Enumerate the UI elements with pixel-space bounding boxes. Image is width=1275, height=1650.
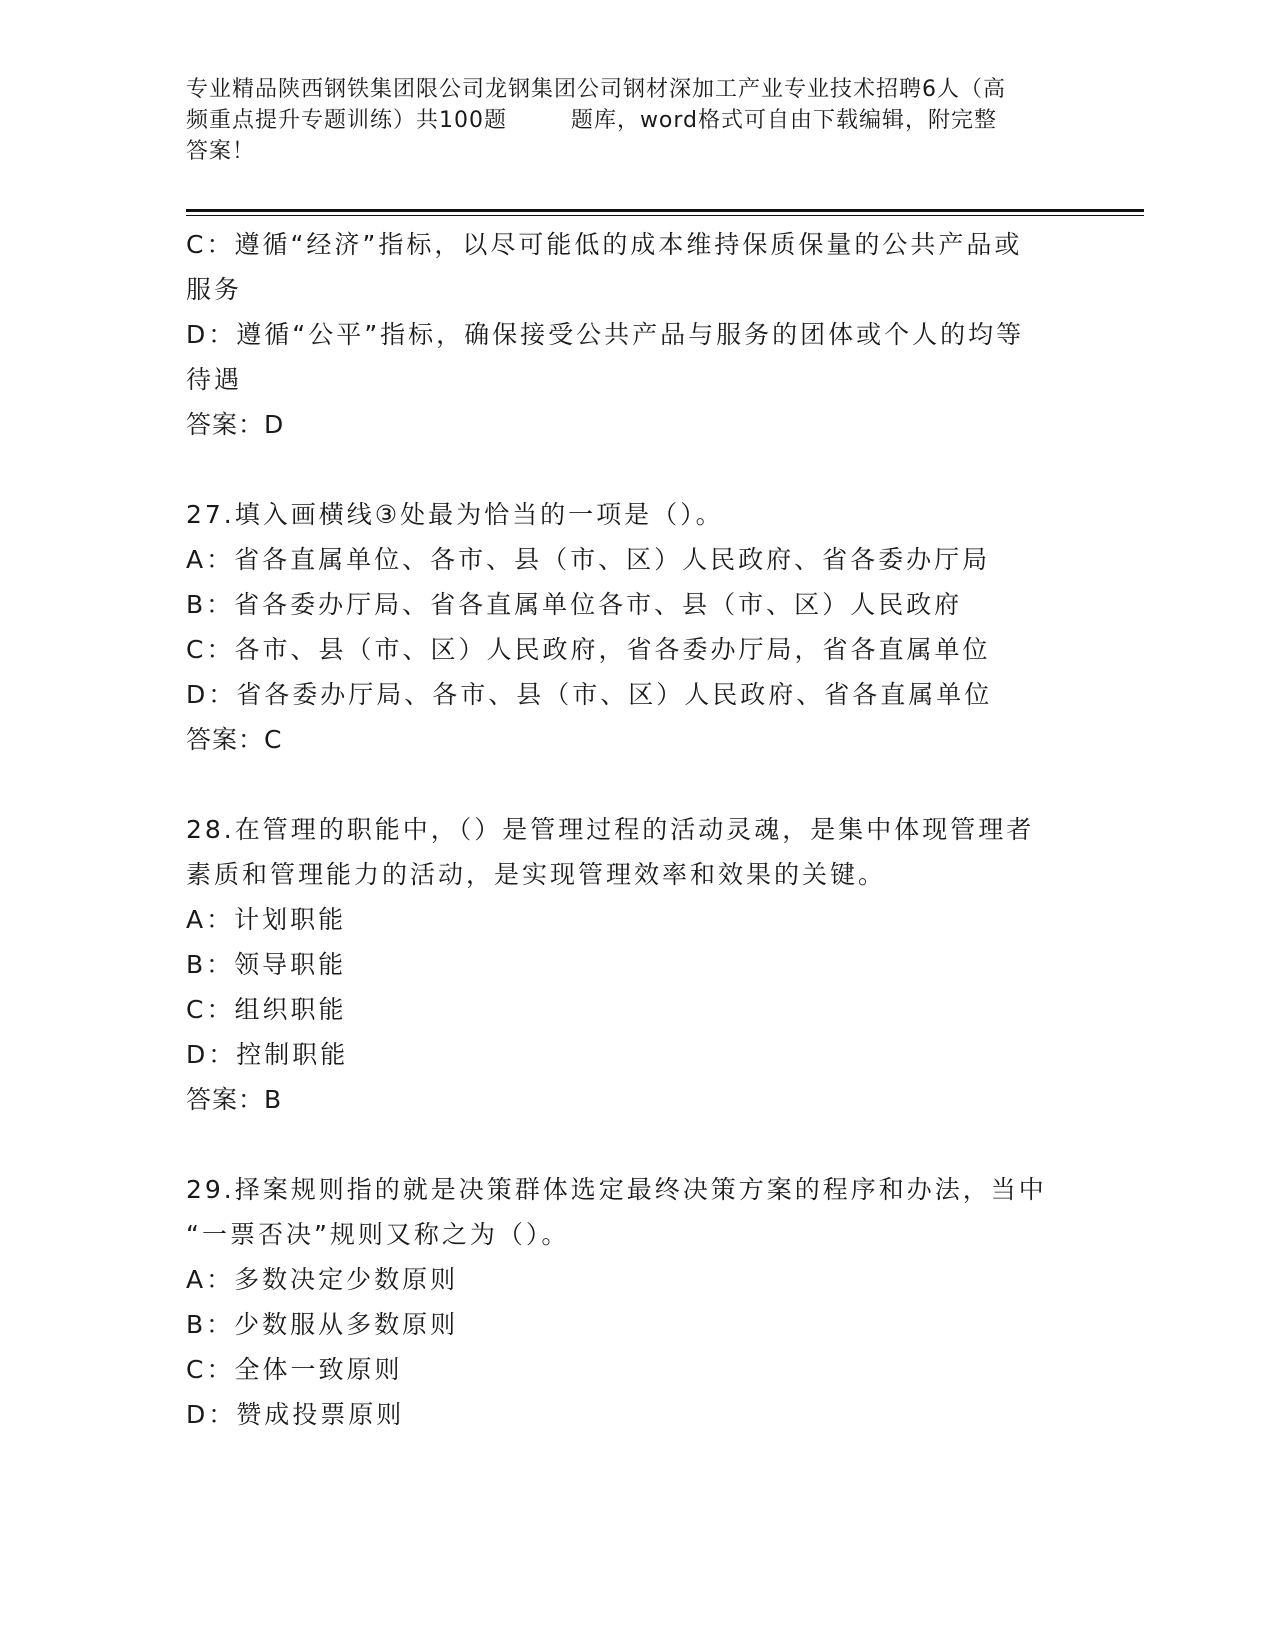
option-d-line-1: D：遵循“公平”指标，确保接受公共产品与服务的团体或个人的均等 (186, 320, 1025, 349)
question-29-block (186, 1167, 1086, 1437)
question-28-option-a: A：计划职能 (186, 905, 347, 934)
question-27-option-c: C：各市、县（市、区）人民政府，省各委办厅局，省各直属单位 (186, 635, 991, 664)
question-spacer (186, 762, 1086, 807)
question-28-stem-line-2: 素质和管理能力的活动，是实现管理效率和效果的关键。 (186, 860, 887, 889)
question-27-answer: 答案：C (186, 725, 283, 754)
prev-question-block (186, 222, 1086, 447)
question-29-option-a: A：多数决定少数原则 (186, 1265, 459, 1294)
question-28-block (186, 807, 1086, 1122)
question-28-stem-line-1: 28.在管理的职能中，（）是管理过程的活动灵魂，是集中体现管理者 (186, 815, 1035, 844)
option-c-line-1: C：遵循“经济”指标，以尽可能低的成本维持保质保量的公共产品或 (186, 230, 1023, 259)
question-29-option-d: D：赞成投票原则 (186, 1400, 405, 1429)
question-list (186, 222, 1086, 1437)
question-29-stem-line-1: 29.择案规则指的就是决策群体选定最终决策方案的程序和办法，当中 (186, 1175, 1047, 1204)
question-27-option-d: D：省各委办厅局、各市、县（市、区）人民政府、省各直属单位 (186, 680, 993, 709)
question-29-option-c: C：全体一致原则 (186, 1355, 403, 1384)
question-28-answer: 答案：B (186, 1085, 283, 1114)
answer-line: 答案：D (186, 410, 285, 439)
question-spacer (186, 447, 1086, 492)
question-27-option-a: A：省各直属单位、各市、县（市、区）人民政府、省各委办厅局 (186, 545, 991, 574)
question-27-block (186, 492, 1086, 762)
header-divider-thin (186, 215, 1144, 216)
header-line-2: 频重点提升专题训练）共100题 题库，word格式可自由下载编辑，附完整 (186, 108, 998, 133)
question-29-stem-line-2: “一票否决”规则又称之为（）。 (186, 1220, 570, 1249)
header-divider-thick (186, 209, 1144, 212)
question-27-stem: 27.填入画横线③处最为恰当的一项是（）。 (186, 500, 724, 529)
question-28-option-b: B：领导职能 (186, 950, 347, 979)
question-28-option-c: C：组织职能 (186, 995, 347, 1024)
header-line-3: 答案！ (186, 139, 256, 164)
question-28-option-d: D：控制职能 (186, 1040, 349, 1069)
question-27-option-b: B：省各委办厅局、省各直属单位各市、县（市、区）人民政府 (186, 590, 963, 619)
option-d-line-2: 待遇 (186, 365, 243, 394)
document-header (186, 74, 1086, 167)
question-spacer (186, 1122, 1086, 1167)
header-line-1: 专业精品陕西钢铁集团限公司龙钢集团公司钢材深加工产业专业技术招聘6人（高 (186, 77, 1006, 102)
question-29-option-b: B：少数服从多数原则 (186, 1310, 459, 1339)
option-c-line-2: 服务 (186, 275, 243, 304)
